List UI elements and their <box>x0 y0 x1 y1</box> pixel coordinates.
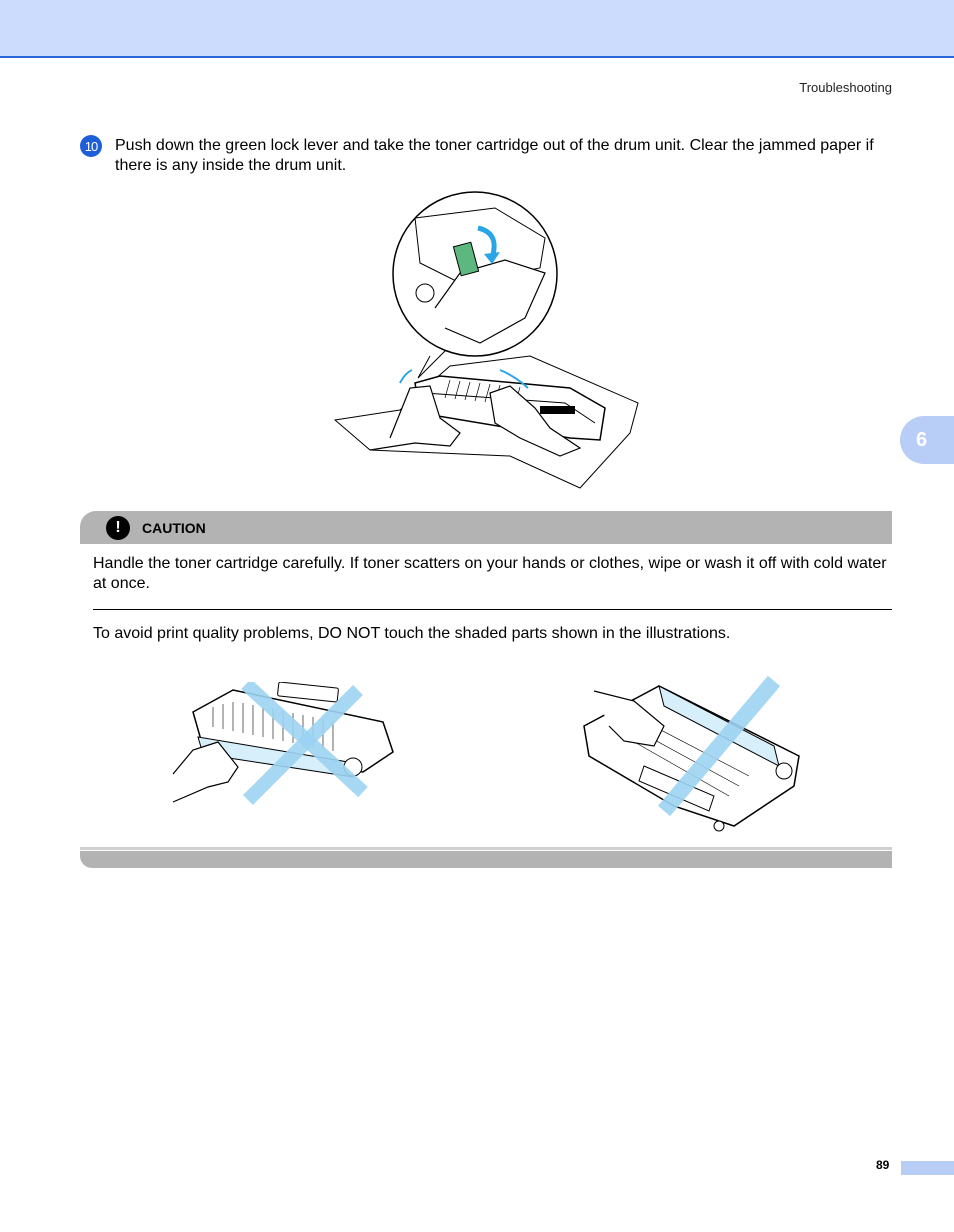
caution-end-bar <box>80 850 892 868</box>
caution-note: To avoid print quality problems, DO NOT touch the shaded parts shown in the illustrations. <box>93 625 731 642</box>
running-head: Troubleshooting <box>799 80 892 95</box>
page-number: 89 <box>876 1158 890 1172</box>
toner-removal-illustration <box>330 188 640 493</box>
toner-cartridge-illustration <box>168 682 400 807</box>
header-band <box>0 0 954 58</box>
drum-unit-illustration <box>574 676 806 836</box>
caution-bar <box>80 511 892 544</box>
divider <box>93 609 892 610</box>
step-instruction: Push down the green lock lever and take the toner cartridge out of the drum unit. Clear the jammed paper if there is any inside the drum unit. <box>115 137 874 174</box>
page-number-tab <box>901 1161 954 1175</box>
caution-title: CAUTION <box>142 520 206 536</box>
exclamation-icon: ! <box>106 516 130 540</box>
chapter-tab: 6 <box>900 416 954 464</box>
caution-text: Handle the toner cartridge carefully. If toner scatters on your hands or clothes, wipe or wash it off with cold water at once. <box>93 555 887 592</box>
step-number-icon: 10 <box>80 135 102 157</box>
